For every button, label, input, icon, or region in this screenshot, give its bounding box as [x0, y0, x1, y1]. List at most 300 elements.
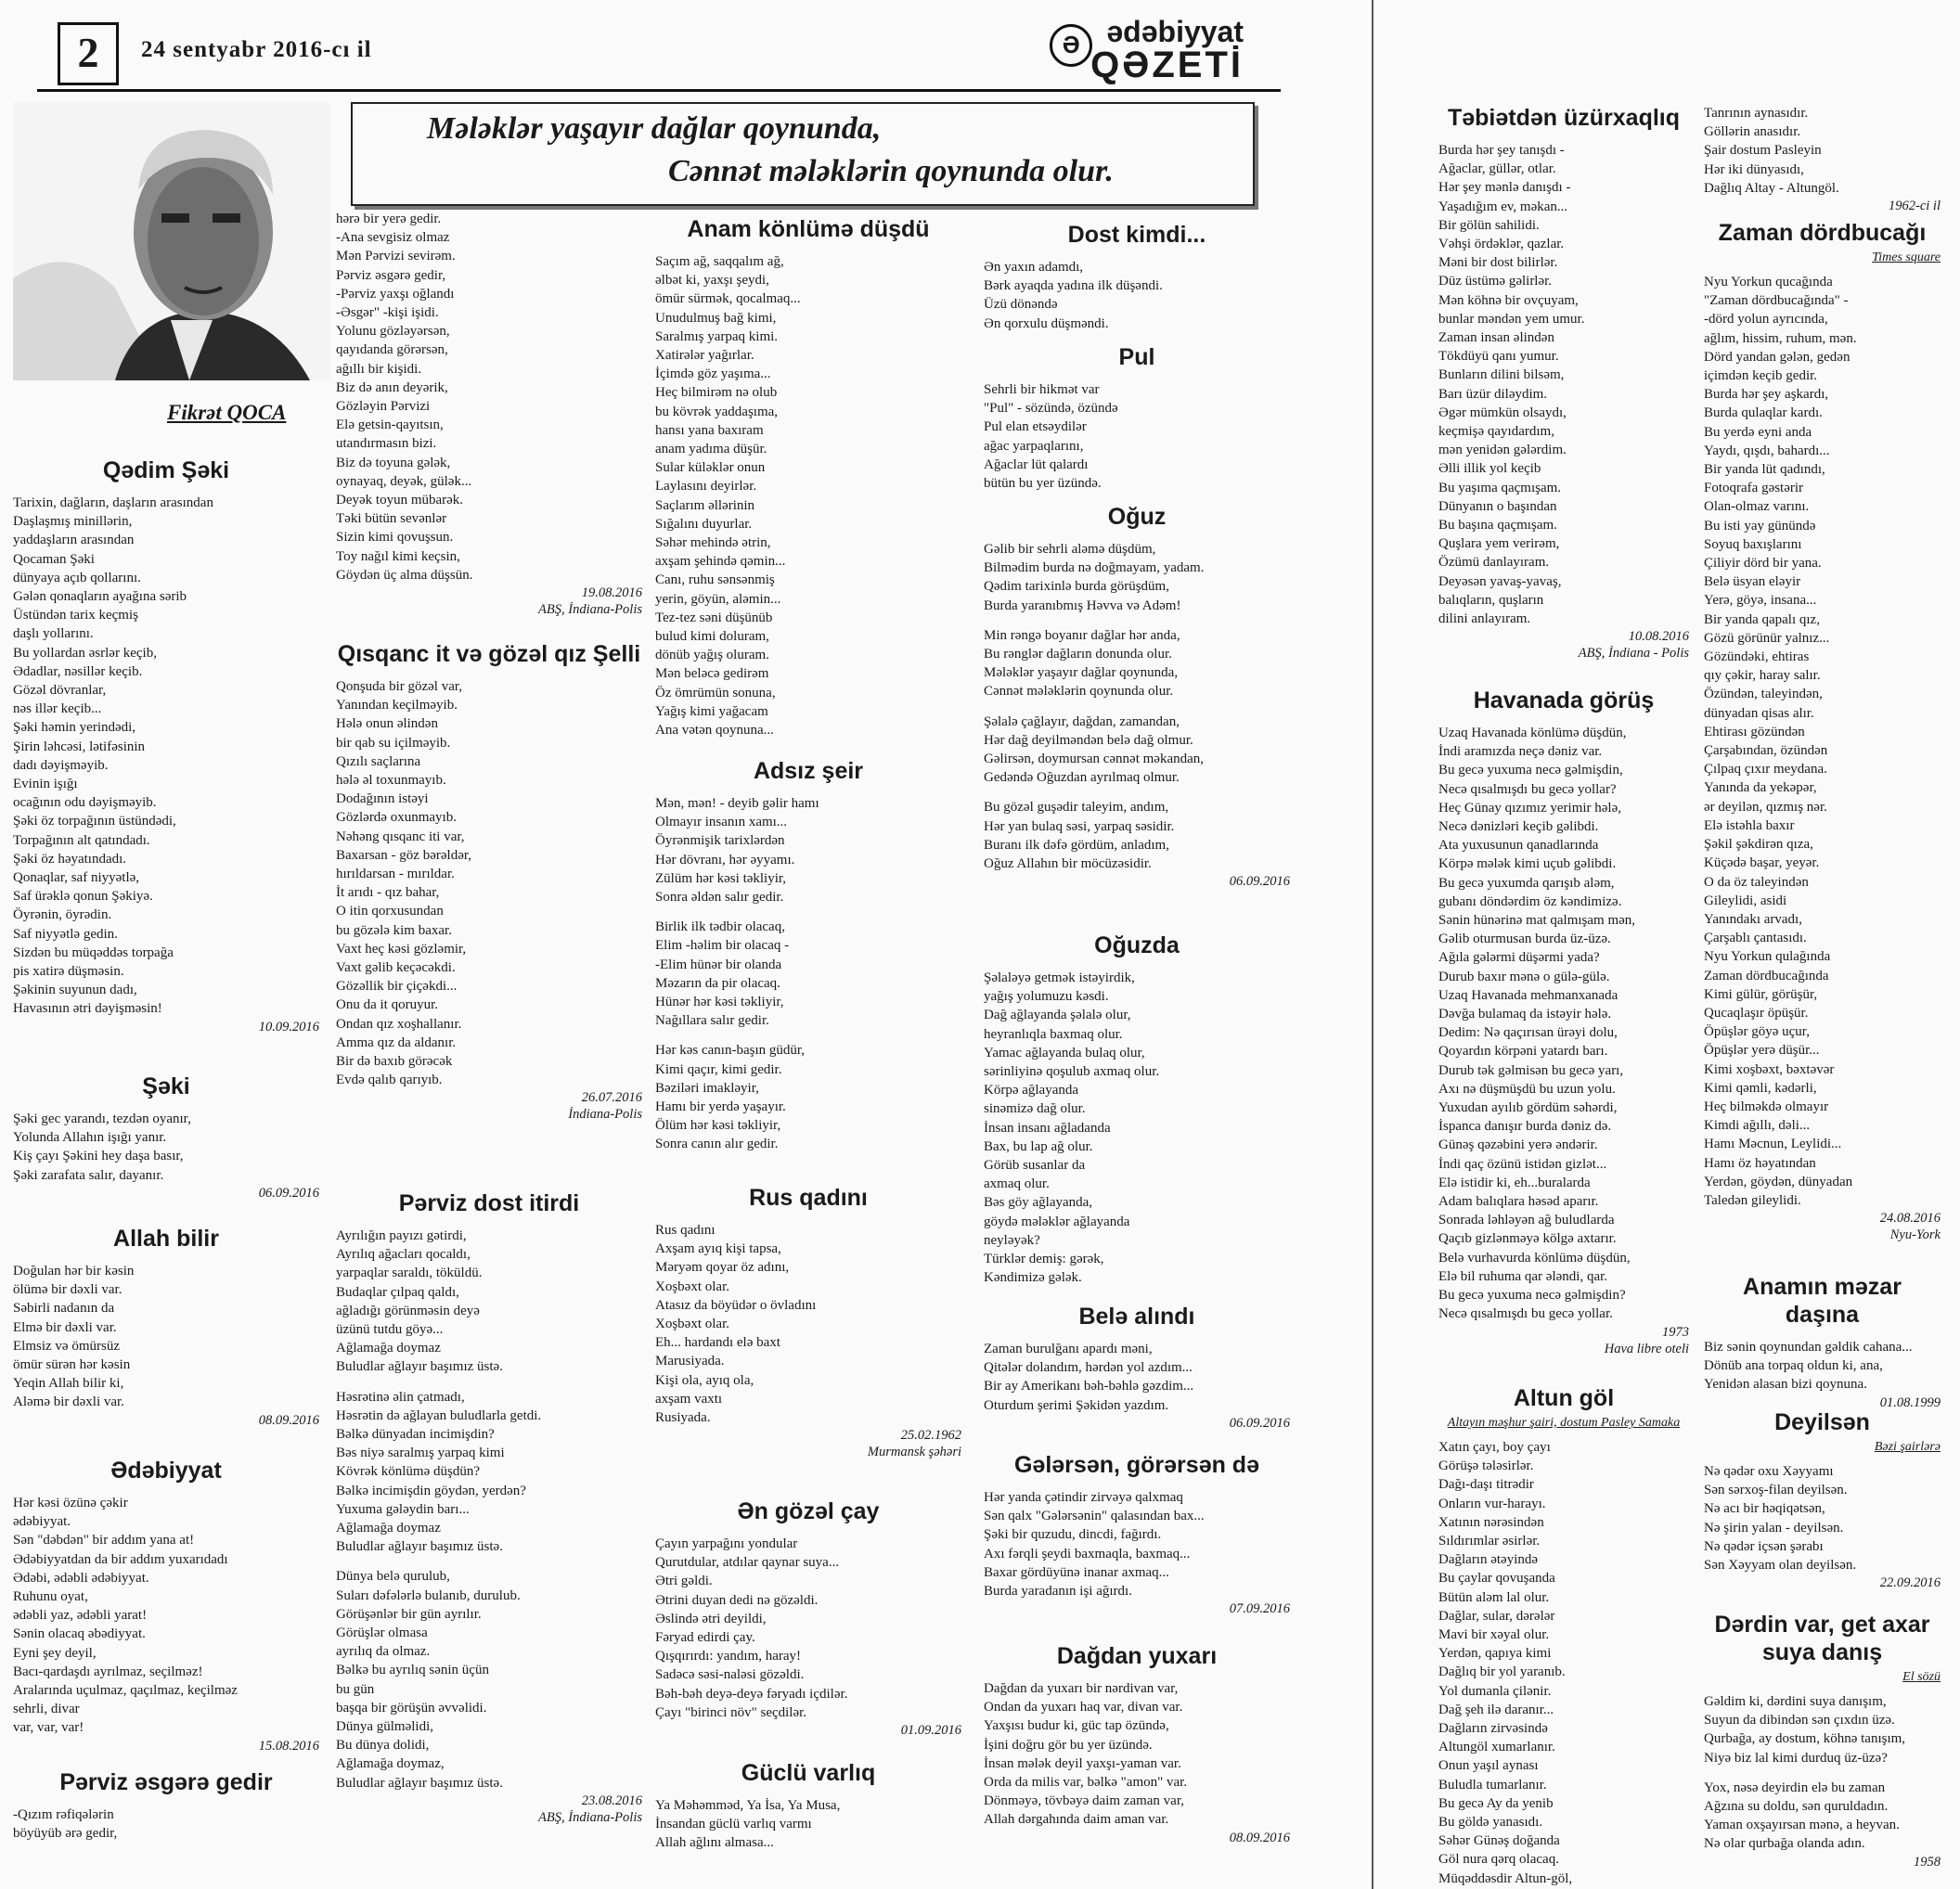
poem-line: Rus qadını	[655, 1223, 716, 1238]
poem-line: Görüşənlər bir gün ayrılır.	[336, 1606, 482, 1622]
poem-line: Deyək toyun mübarək.	[336, 493, 464, 508]
poem-line: Gözəl dövranlar,	[13, 683, 107, 699]
poem-line: anam yadıma düşür.	[655, 442, 767, 457]
poem-line: Sizdən bu müqəddəs torpağa	[13, 944, 174, 960]
poem-line: Kəndimizə gələk.	[984, 1270, 1082, 1286]
poem-line: Aralarında uçulmaz, qaçılmaz, keçilməz	[13, 1683, 238, 1699]
article-title: Dağdan yuxarı	[1056, 1643, 1218, 1669]
article-date: 15.08.2016	[258, 1738, 319, 1754]
poem-line: Necə qısalmışdı bu gecə yollar?	[1438, 781, 1617, 797]
article-title: Şəki	[142, 1073, 190, 1099]
poem-line: Hər dağ deyilməndən belə dağ olmur.	[984, 732, 1193, 748]
poem-line: Mən Pərvizi sevirəm.	[336, 249, 456, 264]
poem-line: qıy çəkir, haray salır.	[1704, 668, 1821, 684]
poem-line: Nə qədər oxu Xəyyamı	[1704, 1464, 1834, 1479]
poem-line: Allah dərgahında daim aman var.	[984, 1812, 1169, 1828]
poem-line: bu gözələ kim baxar.	[336, 922, 452, 938]
poem-line: Ağaclar, güllər, otlar.	[1438, 161, 1556, 177]
poem-line: İndi qaç özünü istidən gizlət...	[1438, 1156, 1607, 1172]
poem-line: Laylasını deyirlər.	[655, 479, 757, 495]
poem-line: Ayrılıq ağacları qocaldı,	[336, 1247, 471, 1263]
poem-line: Bütün aləm lal olur.	[1438, 1589, 1550, 1605]
poem-line: Əgər mümkün olsaydı,	[1438, 405, 1567, 420]
poem-line: Yaxşısı budur ki, güc tap özündə,	[984, 1718, 1169, 1734]
poem-line	[336, 1556, 642, 1567]
poem-line: Sular küləklər onun	[655, 460, 766, 476]
article-date: 08.09.2016	[1229, 1830, 1290, 1845]
poem-line: ədəbiyyat.	[13, 1514, 71, 1530]
poem-line: Qaçıb gizlənməyə kölgə axtarır.	[1438, 1231, 1617, 1247]
poem-line: Dağların zirvəsində	[1438, 1721, 1548, 1737]
poem-line: axşam vaxtı	[655, 1391, 723, 1407]
poem-line: Bir gölün sahilidi.	[1438, 217, 1540, 233]
poem-line: Hər dövranı, hər əyyamı.	[655, 852, 795, 867]
article-title: Təbiətdən üzürxaqlıq	[1447, 105, 1681, 131]
poem-line: Bu gecə Ay da yenib	[1438, 1795, 1554, 1811]
poem-line: Çarşabından, özündən	[1704, 743, 1828, 759]
article-body	[984, 1679, 1290, 1830]
poem-line: Belə vurhavurda könlümə düşdün,	[1438, 1250, 1631, 1266]
poem-line: Onun yaşıl aynası	[1438, 1758, 1539, 1774]
poem-line: Öpüşlər göyə uçur,	[1704, 1024, 1810, 1040]
poem-line: yerin, göyün, aləmin...	[655, 591, 781, 607]
poem-line: başqa bir görüşün əvvəlidi.	[336, 1700, 487, 1716]
article-place: ABŞ, İndiana-Polis	[538, 1809, 642, 1825]
poem-line: Həsrətin də ağlayan buludlarla getdi.	[336, 1407, 542, 1423]
article-place: Nyu-York	[1889, 1227, 1941, 1243]
poem-line: Allah ağlını almasa...	[655, 1835, 774, 1851]
slogan-line2: Cənnət mələklərin qoynunda olur.	[668, 154, 1114, 188]
poem-line: Qurbağa, ay dostum, köhnə tanışım,	[1704, 1731, 1906, 1747]
poem-line: Gileylidi, asidi	[1704, 893, 1787, 908]
poem-line: Elim -həlim bir olacaq -	[655, 938, 790, 954]
article-dost-kimdi	[984, 221, 1290, 333]
poem-line: dilini anlayıram.	[1438, 611, 1531, 627]
article-date: 23.08.2016	[581, 1793, 642, 1808]
page-number: 2	[58, 22, 119, 85]
poem-line: Canı, ruhu sənsənmiş	[655, 572, 775, 588]
article-title: Havanada görüş	[1473, 687, 1655, 713]
poem-line: Nağıllara salır gedir.	[655, 1013, 769, 1029]
poem-line: Ehtirası gözündən	[1704, 724, 1805, 739]
poem-line: Necə dənizləri keçib gəlibdi.	[1438, 819, 1599, 835]
article-body	[1704, 273, 1941, 1210]
poem-line: Aləmə bir dəxli var.	[13, 1394, 124, 1410]
poem-line: O itin qorxusundan	[336, 904, 444, 919]
poem-line: O da öz taleyindən	[1704, 874, 1809, 890]
article-allah-bilir	[13, 1225, 319, 1429]
poem-line: Yeqin Allah bilir ki,	[13, 1376, 124, 1392]
poem-line: Gözlərdə oxunmayıb.	[336, 810, 457, 826]
poem-line: sehrli, divar	[13, 1702, 80, 1717]
poem-line: keçmişə qayıdardım,	[1438, 424, 1554, 440]
article-date: 06.09.2016	[258, 1185, 319, 1201]
poem-line: Hər kəs canın-başın güdür,	[655, 1043, 806, 1059]
article-qisqanc-it	[336, 640, 642, 1123]
article-body	[1438, 724, 1689, 1324]
poem-line: Dönüb ana torpaq oldun ki, ana,	[1704, 1358, 1883, 1374]
page-fold-divider	[1372, 0, 1373, 1889]
poem-line: Əlli illik yol keçib	[1438, 461, 1541, 477]
poem-line: Küçədə başar, yeyər.	[1704, 855, 1820, 871]
poem-line: -Elim hünər bir olanda	[655, 957, 782, 972]
poem-line: Ədəbiyyatdan da bir addım yuxarıdadı	[13, 1551, 228, 1567]
article-deyilsen	[1704, 1408, 1941, 1591]
article-title: Qədim Şəki	[102, 457, 230, 483]
poem-line: Gedəndə Oğuzdan ayrılmaq olmur.	[984, 770, 1180, 786]
poem-line: Kişi ola, ayıq ola,	[655, 1372, 754, 1388]
poem-line: Yuxuma gələydin barı...	[336, 1501, 470, 1517]
poem-line: hırıldarsan - mırıldar.	[336, 867, 455, 882]
poem-line: Görüşə tələsirlər.	[1438, 1459, 1534, 1474]
poem-line: ayrılıq da olmaz.	[336, 1644, 431, 1660]
poem-line: Dodağının istəyi	[336, 791, 429, 807]
article-body	[655, 794, 961, 1154]
poem-line: Xoşbəxt olar.	[655, 1279, 729, 1294]
poem-line: Tez-tez səni düşünüb	[655, 610, 773, 625]
poem-line: Zaman dördbucağında	[1704, 968, 1829, 983]
article-date: 06.09.2016	[1229, 1415, 1290, 1431]
poem-line: Soyuq baxışlarını	[1704, 536, 1802, 552]
article-title: Oğuz	[1107, 504, 1167, 530]
article-perviz-esgere-cont	[336, 210, 642, 618]
poem-line: Yerə, göyə, insana...	[1704, 593, 1817, 609]
article-title: Anam könlümə düşdü	[687, 216, 930, 242]
poem-line: Bəs niyə saralmış yarpaq kimi	[336, 1446, 505, 1461]
poem-line: İçimdə göz yaşıma...	[655, 366, 771, 382]
poem-line: Bu gecə yuxuma necə gəlmişdin?	[1438, 1288, 1626, 1304]
article-place: ABŞ, İndiana - Polis	[1578, 646, 1689, 662]
poem-line: daşlı yollarını.	[13, 626, 94, 642]
poem-line: Elmsiz və ömürsüz	[13, 1338, 120, 1354]
poem-line: dadı dəyişməyib.	[13, 757, 109, 773]
poem-line: Ən qorxulu düşməndi.	[984, 315, 1109, 331]
poem-line: Yerdən, göydən, dünyadan	[1704, 1174, 1853, 1189]
poem-line: Bu gözəl guşədir taleyim, andım,	[984, 800, 1169, 816]
poem-line: Ağlamağa doymaz	[336, 1521, 441, 1536]
poem-line: Toy nağıl kimi keçsin,	[336, 548, 460, 564]
poem-line: Burda yaranıbmış Həvva və Adəm!	[984, 598, 1181, 613]
article-body	[336, 210, 642, 585]
article-gelersen	[984, 1451, 1290, 1617]
poem-line: Adam balıqlara həsəd aparır.	[1438, 1194, 1599, 1210]
poem-line: Şəki zarafata salır, dayanır.	[13, 1167, 164, 1183]
poem-line: Məzarın da pir olacaq.	[655, 975, 780, 991]
poem-line: Birlik ilk tədbir olacaq,	[655, 919, 785, 935]
poem-line: Qocaman Şəki	[13, 551, 95, 567]
poem-line	[336, 1377, 642, 1388]
poem-line: qayıdanda görərsən,	[336, 342, 448, 358]
poem-line: Suları dəfələrlə bulanıb, durulub.	[336, 1587, 521, 1603]
poem-line: Bu dünya dolidi,	[336, 1738, 430, 1754]
poem-line: "Zaman dördbucağında" -	[1704, 293, 1849, 309]
poem-line: -dörd yolun ayrıcında,	[1704, 312, 1828, 328]
poem-line: Bilmədim burda nə doğmayam, yadam.	[984, 560, 1205, 576]
article-date: 25.02.1962	[900, 1428, 961, 1444]
poem-line: Dünyanın o başından	[1438, 498, 1557, 514]
poem-line: Bir ay Amerikanı bəh-bəhlə gəzdim...	[984, 1379, 1194, 1394]
poem-line: Elə istidir ki, eh...buralarda	[1438, 1175, 1591, 1190]
poem-line	[1704, 1767, 1941, 1779]
poem-line: Fotoqrafa gəstərir	[1704, 481, 1804, 496]
poem-line: Yağış kimi yağacam	[655, 703, 768, 719]
poem-line: Hər kəsi özünə çəkir	[13, 1496, 128, 1510]
poem-line: Kimi qəmli, kədərli,	[1704, 1080, 1817, 1096]
poem-line: Göl nura qərq olacaq.	[1438, 1852, 1559, 1868]
article-body	[1704, 104, 1941, 198]
poem-line: pis xatirə düşməsin.	[13, 964, 124, 980]
poem-line: Çiliyir dörd bir yana.	[1704, 556, 1822, 572]
poem-line: Gəlib oturmusan burda üz-üzə.	[1438, 932, 1611, 947]
poem-line: Ruhunu oyat,	[13, 1589, 88, 1605]
poem-line: hansı yana baxıram	[655, 422, 764, 438]
poem-line: Rusiyada.	[655, 1410, 711, 1426]
poem-line: Havasının ətri dəyişməsin!	[13, 1001, 162, 1017]
poem-line	[655, 906, 961, 918]
poem-line: Bəlkə dünyadan incimişdin?	[336, 1427, 495, 1443]
masthead	[37, 17, 1281, 92]
issue-date: 24 sentyabr 2016-cı il	[141, 37, 372, 62]
poem-line: Onu da it qoruyur.	[336, 997, 438, 1013]
poem-line: Nəhəng qısqanc iti var,	[336, 829, 465, 844]
poem-line: Çarşablı çantasıdı.	[1704, 931, 1807, 946]
poem-line: Burda yaradanın işi ağırdı.	[984, 1584, 1132, 1600]
poem-line: İnsan insanı ağladanda	[984, 1120, 1111, 1136]
poem-line: Öyrənmişik tarixlərdən	[655, 833, 785, 849]
poem-line: Yaşadığım ev, məkan...	[1438, 199, 1568, 214]
poem-line: hərə bir yerə gedir.	[336, 212, 442, 226]
poem-line: Axı fərqli şeydi baxmaqla, baxmaq...	[984, 1546, 1191, 1561]
poem-line: Gözəllik bir çiçəkdi...	[336, 979, 458, 995]
poem-line: Şair dostum Pasleyin	[1704, 143, 1822, 159]
poem-line: Sehrli bir hikmət var	[984, 382, 1100, 397]
article-altun-gol	[1438, 1384, 1689, 1888]
poem-line: Doğulan hər bir kəsin	[13, 1264, 135, 1279]
article-title: Qısqanc it və gözəl qız Şelli	[337, 641, 641, 667]
poem-line: Dağ ağlayanda şəlalə olur,	[984, 1008, 1131, 1023]
poem-line: Belə üsyan eləyir	[1704, 574, 1801, 590]
poem-line	[655, 1030, 961, 1041]
poem-line: Durub tək gəlmisən bu gecə yarı,	[1438, 1062, 1624, 1078]
poem-line: Olan-olmaz varını.	[1704, 499, 1810, 515]
article-subtitle: El sözü	[1902, 1670, 1941, 1684]
poem-line: oynayaq, deyək, gülək...	[336, 473, 472, 489]
article-body	[655, 1535, 961, 1722]
poem-line: dünyadan qisas alır.	[1704, 705, 1814, 721]
article-date: 01.09.2016	[900, 1723, 961, 1739]
poem-line: Burda qulaqlar kardı.	[1704, 405, 1823, 421]
poem-line: İnsan mələk deyil yaxşı-yaman var.	[984, 1755, 1181, 1771]
poem-line: Ətrini duyan dedi nə gözəldi.	[655, 1592, 819, 1608]
article-body	[336, 1227, 642, 1793]
poem-line: Uzaq Havanada mehmanxanada	[1438, 987, 1618, 1003]
poem-line: Yaydı, qışdı, bahardı...	[1704, 443, 1830, 458]
poem-line: Hamı öz həyatından	[1704, 1155, 1816, 1171]
poem-line: Ayrılığın payızı gətirdi,	[336, 1228, 467, 1243]
article-title: Gələrsən, görərsən də	[1013, 1452, 1259, 1478]
poem-line: Qızılı saçlarına	[336, 753, 421, 769]
article-body	[13, 1494, 319, 1738]
logo-line1: ədəbiyyat	[1106, 15, 1244, 48]
poem-line: Yerdən, qapıya kimi	[1438, 1646, 1552, 1662]
poem-line: üzünü tutdu göyə...	[336, 1322, 444, 1338]
poem-line: Saf niyyətlə gedin.	[13, 926, 118, 942]
article-title: Belə alındı	[1078, 1304, 1195, 1330]
poem-line: Özümü danlayıram.	[1438, 555, 1550, 571]
article-title: Allah bilir	[113, 1226, 219, 1252]
poem-line: Müqəddəsdir Altun-göl,	[1438, 1870, 1573, 1886]
poem-line: Nyu Yorkun qulağında	[1704, 949, 1831, 965]
poem-line: ocağının odu dəyişməyib.	[13, 795, 157, 811]
poem-line: Gəlirsən, doymursan cənnət məkandan,	[984, 752, 1205, 767]
poem-line: Budaqlar çılpaq qaldı,	[336, 1284, 459, 1300]
poem-line: -Ana sevgisiz olmaz	[336, 230, 450, 246]
poem-line: Amma qız da aldanır.	[336, 1034, 457, 1050]
poem-line: Körpə ağlayanda	[984, 1083, 1079, 1099]
poem-line: Niyə biz lal kimi durduq üz-üzə?	[1704, 1750, 1888, 1766]
article-havanada	[1438, 687, 1689, 1357]
poem-line: yaddaşların arasından	[13, 533, 135, 548]
poem-line: Gəlib bir sehrli aləmə düşdüm,	[984, 542, 1156, 557]
article-body	[336, 677, 642, 1089]
poem-line: Olmayır insanın xamı...	[655, 815, 788, 830]
poem-line: ədəbli yaz, ədəbli yarat!	[13, 1608, 148, 1624]
poem-line: Dağlıq bir yol yaranıb.	[1438, 1664, 1566, 1680]
poem-line: Hamı Məcnun, Leylidi...	[1704, 1137, 1842, 1152]
poem-line: Ağaclar lüt qalardı	[984, 456, 1089, 472]
poem-line: Nə şirin yalan - deyilsən.	[1704, 1520, 1844, 1536]
poem-line: Pərviz əsgərə gedir,	[336, 267, 446, 283]
article-date: 1958	[1914, 1854, 1941, 1870]
article-body	[984, 1488, 1290, 1600]
poem-line: Buludlar ağlayır başımız üstə.	[336, 1539, 503, 1555]
poem-line: neyləyək?	[984, 1232, 1040, 1248]
article-body	[13, 494, 319, 1019]
poem-line: sərinliyinə qoşulub axmaq olur.	[984, 1064, 1160, 1080]
poem-line: Biz də toyuna gələk,	[336, 455, 451, 470]
article-place: ABŞ, İndiana-Polis	[538, 602, 642, 618]
poem-line	[984, 701, 1290, 713]
poem-line: Sonra canın alır gedir.	[655, 1137, 779, 1152]
poem-line: Gözləyin Pərvizi	[336, 399, 431, 415]
poem-line: -Pərviz yaxşı oğlandı	[336, 286, 455, 302]
article-anam	[655, 215, 961, 739]
poem-line: Gəldim ki, dərdini suya danışım,	[1704, 1694, 1887, 1709]
poem-line: Ana vətən qoynuna...	[655, 723, 774, 739]
poem-line: Özündən, taleyindən,	[1704, 687, 1823, 702]
poem-line: Ədəbi, ədəbli ədəbiyyat.	[13, 1570, 149, 1586]
poem-line: Orda da milis var, bəlkə "amon" var.	[984, 1775, 1188, 1791]
poem-line: Şəki həmin yerindədi,	[13, 720, 136, 736]
poem-line: Düz üstümə gəlirlər.	[1438, 274, 1553, 289]
poem-line: Sizin kimi qovuşsun.	[336, 530, 454, 546]
poem-line: Gələn qonaqların ayağına sərib	[13, 589, 187, 605]
article-oguzda	[984, 932, 1290, 1287]
article-edebiyyat	[13, 1457, 319, 1754]
poem-line: Saçlarım əllərinin	[655, 497, 755, 513]
poem-line: Heç bilmirəm nə olub	[655, 385, 778, 401]
poem-line: Sən qalx "Gələrsənin" qalasından bax...	[984, 1509, 1205, 1524]
poem-line: Ata yuxusunun qanadlarında	[1438, 838, 1599, 854]
poem-line: Şirin ləhcəsi, lətifəsinin	[13, 739, 146, 754]
poem-line: Ətri gəldi.	[655, 1574, 713, 1589]
article-date: 1962-ci il	[1889, 199, 1941, 214]
poem-line: Göllərin anasıdır.	[1704, 124, 1801, 140]
poem-line	[984, 615, 1290, 626]
poem-line: Daşlaşmış minillərin,	[13, 514, 133, 530]
poem-line: Dağların ətəyində	[1438, 1552, 1539, 1568]
poem-line: Bu isti yay günündə	[1704, 518, 1816, 533]
poem-line: Şəkinin suyunun dadı,	[13, 983, 137, 998]
article-title: Anamın məzar daşına	[1743, 1274, 1902, 1328]
poem-line: Hamı bir yerdə yaşayır.	[655, 1099, 786, 1115]
article-anamin-mezar	[1704, 1273, 1941, 1411]
poem-line: Ən yaxın adamdı,	[984, 260, 1084, 275]
poem-line: Şəki gec yarandı, tezdən oyanır,	[13, 1112, 191, 1126]
article-date: 19.08.2016	[581, 585, 642, 601]
article-title: Deyilsən	[1774, 1409, 1870, 1435]
article-place: İndiana-Polis	[568, 1107, 642, 1123]
poem-line: Saçım ağ, saqqalım ağ,	[655, 254, 784, 269]
poem-line: Xatirələr yağırlar.	[655, 348, 754, 364]
poem-line: Fəryad edirdi çay.	[655, 1630, 755, 1646]
article-body	[1438, 1438, 1689, 1888]
poem-line: Kövrək könlümə düşdün?	[336, 1464, 480, 1480]
article-perviz-esgere	[13, 1768, 319, 1843]
poem-line: bir qab su içilməyib.	[336, 735, 451, 751]
poem-line: Axşam ayıq kişi tapsa,	[655, 1241, 781, 1257]
poem-line: İndi aramızda neçə dəniz var.	[1438, 744, 1603, 760]
poem-line: Qonaqlar, saf niyyətlə,	[13, 870, 140, 886]
poem-line: Şəkil şəkdirən qıza,	[1704, 837, 1813, 853]
poem-line: Nə acı bir həqiqətsən,	[1704, 1501, 1825, 1517]
article-en-gozel-cay	[655, 1497, 961, 1739]
poem-line: Öyrənin, öyrədin.	[13, 907, 112, 923]
poem-line: Bu yollardan əsrlər keçib,	[13, 645, 157, 661]
article-date: 01.08.1999	[1879, 1394, 1941, 1410]
poem-line: Gözündəki, ehtiras	[1704, 649, 1810, 665]
article-body	[13, 1805, 319, 1843]
poem-line: Görüşlər olmasa	[336, 1626, 428, 1641]
poem-line: Kimi gülür, görüşür,	[1704, 986, 1818, 1002]
poem-line: ağlım, hissim, ruhum, mən.	[1704, 330, 1857, 346]
poem-line: Görüb susanlar da	[984, 1158, 1086, 1174]
poem-line: Səbirli nadanın da	[13, 1301, 115, 1317]
article-body	[655, 252, 961, 739]
poem-line: Vaxt gəlib keçəcəkdi.	[336, 960, 456, 976]
article-title: Ən gözəl çay	[737, 1498, 880, 1524]
poem-line: Yolunu gözləyərsən,	[336, 324, 450, 340]
poem-line: bunlar məndən yem umur.	[1438, 311, 1585, 327]
poem-line: Nə olar qurbağa olanda adın.	[1704, 1836, 1865, 1852]
poem-line: Altungöl xumarlanır.	[1438, 1740, 1555, 1755]
poem-line: Mən beləcə gedirəm	[655, 666, 769, 682]
poem-line: Nə qədər içsən şərabı	[1704, 1538, 1824, 1554]
poem-line: Qoyardın körpəni yatardı barı.	[1438, 1044, 1608, 1060]
poem-line: Çayın yarpağını yondular	[655, 1536, 798, 1551]
poem-line: Üzü dönəndə	[984, 297, 1058, 313]
poem-line: Yolunda Allahın işığı yanır.	[13, 1130, 167, 1146]
article-title: Altun göl	[1513, 1385, 1615, 1411]
poem-line: Bəziləri imakləyir,	[655, 1080, 759, 1096]
article-guclu-varliq	[655, 1759, 961, 1853]
article-subtitle: Bəzi şairlərə	[1874, 1440, 1941, 1454]
poem-line: Dağı-daşı titrədir	[1438, 1477, 1534, 1493]
poem-line: -Qızım rəfiqələrin	[13, 1807, 114, 1822]
poem-line: Onların vur-harayı.	[1438, 1496, 1546, 1511]
author-name: Fikrət QOCA	[167, 401, 287, 424]
poem-line: Qitələr dolandım, hərdən yol azdım...	[984, 1360, 1193, 1376]
